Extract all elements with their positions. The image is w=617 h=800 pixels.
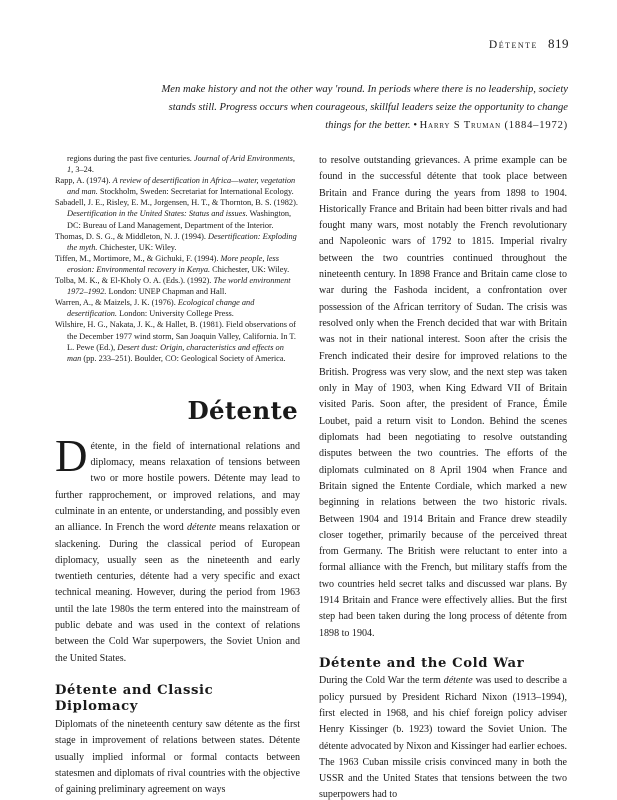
right-column: [319, 153, 567, 800]
reference-item: Rapp, A. (1974). A review of desertification in Africa—water, vegetation and man. Stockholm, Sweden: Secretariat for International Ecology.: [55, 176, 296, 197]
reference-list: [55, 153, 300, 364]
reference-item: regions during the past five centuries. Journal of Arid Environments, 1, 3–24.: [67, 154, 295, 175]
epigraph: [150, 81, 568, 135]
cold-war-paragraph: During the Cold War the term détente was used to describe a policy pursued by President Richard Nixon (1913–1994), first elected in 1968, and his chief foreign policy adviser Henry Kissinger (b. 1923) toward the Soviet Union. The détente advocated by Nixon and Kissinger had earlier echoes. The 1963 Cuban missile crisis convinced many in both the USSR and the United States that tensions between the two superpowers had to: [319, 675, 568, 800]
running-head-title: Détente: [488, 39, 538, 51]
classic-diplomacy-paragraph: Diplomats of the nineteenth century saw détente as the first stage in improvement of relations between states. Détente usually implied informal or formal contacts between statesmen and diplomats of rival countries with the objective of gaining preliminary agreement on ways: [55, 718, 300, 796]
reference-item: Tolba, M. K., & El-Kholy O. A. (Eds.). (1992). The world environment 1972–1992. London: UNEP Chapman and Hall.: [55, 276, 291, 297]
running-head: [489, 36, 569, 52]
reference-item: Wilshire, H. G., Nakata, J. K., & Hallet, B. (1981). Field observations of the December 1977 wind storm, San Joaquin Valley, California. In T. L. Pewe (Ed.), Desert dust: Origin, characteristics and effects on man (pp. 233–251). Boulder, CO: Geological Society of America.: [55, 320, 296, 363]
reference-item: Thomas, D. S. G., & Middleton, N. J. (1994). Desertification: Exploding the myth. Chichester, UK: Wiley.: [55, 231, 297, 252]
section-heading-classic-diplomacy: Détente and Classic Diplomacy: [55, 682, 214, 715]
epigraph-separator: •: [413, 120, 417, 131]
section-heading-cold-war: Détente and the Cold War: [319, 655, 525, 671]
drop-cap: D: [55, 430, 88, 481]
epigraph-attribution: Harry S Truman (1884–1972): [419, 120, 568, 131]
reference-item: Sabadell, J. E., Risley, E. M., Jorgensen, H. T., & Thornton, B. S. (1982). Desertification in the United States: Status and issues. Washington, DC: Bureau of Land Management, Department of the Interior.: [55, 198, 298, 230]
epigraph-quote: Men make history and not the other way 'round. In periods where there is no leadership, society stands still. Progress occurs when courageous, skillful leaders seize the opportunity to change things for the better.: [161, 84, 568, 131]
left-column: [55, 153, 300, 798]
page-number: 819: [548, 36, 569, 51]
intro-paragraph: Détente, in the field of international relations and diplomacy, means relaxation of tensions between two or more hostile powers. Détente may lead to further rapprochement, or improved relations, and may culminate in an entente, or understanding, and possibly even an alliance. In French the word détente means relaxation or slackening. During the classical period of European diplomacy, usually seen as the nineteenth and early twentieth centuries, détente had a very specific and exact technical meaning. However, during the period from 1963 until the late 1980s the term entered into the mainstream of public debate and was used in the context of relations between the Cold War superpowers, the Soviet Union and the United States.: [55, 430, 300, 664]
entry-title: Détente: [187, 395, 298, 425]
reference-item: Warren, A., & Maizels, J. K. (1976). Ecological change and desertification. London: University College Press.: [55, 298, 255, 319]
entente-paragraph: to resolve outstanding grievances. A prime example can be found in the successful détente that took place between Britain and France during the years from 1898 to 1904. Historically France and Britain had been bitter rivals and had fought many wars, most notably the French revolutionary and Napoleonic wars of 1792 to 1815. Imperial rivalry between the two countries continued throughout the nineteenth century. In 1898 France and Britain came close to war during the Fashoda incident, a confrontation over possession of the African territory of Sudan. The crisis was resolved only when the French decided that war with Britain was not in their national interest. Soon after the crisis the French indicated their desire for improved relations to the British. Progress was very slow, and the next step was taken only in May of 1903, when King Edward VII of Britain visited Paris. Soon after, the president of France, Émile Loubet, paid a return visit to London. Behind the scenes diplomats had been negotiating to resolve outstanding disputes between the two countries. The efforts of the diplomats culminated on 8 April 1904 when France and Britain signed the Entente Cordiale, which marked a new beginning in relations between the two historic rivals. Between 1904 and 1914 Britain and France drew steadily closer together, primarily because of the perceived threat from Germany. The British were reluctant to enter into a formal alliance with the French, but military staffs from the two countries held secret talks and discussed war plans. By 1914 Britain and France were effectively allies. But the first step had been taken during the long process of détente from 1898 to 1904.: [319, 155, 567, 639]
reference-item: Tiffen, M., Mortimore, M., & Gichuki, F. (1994). More people, less erosion: Environmental recovery in Kenya. Chichester, UK: Wiley.: [55, 253, 290, 274]
